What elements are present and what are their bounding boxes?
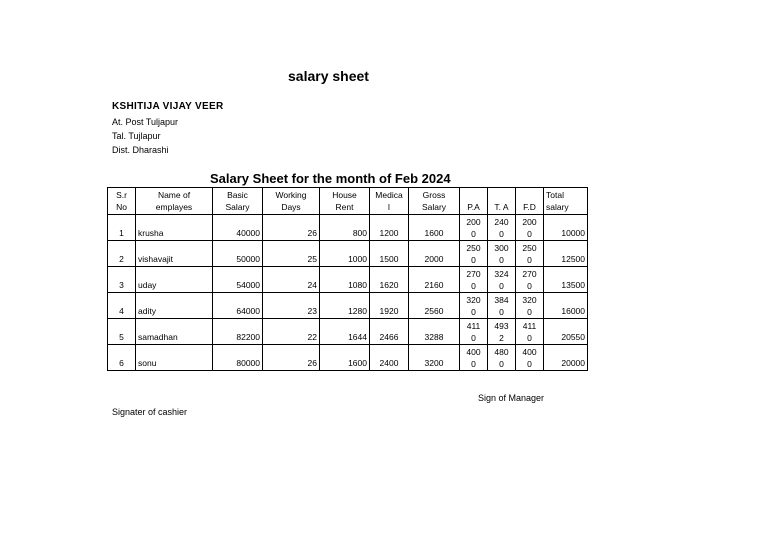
cell-house-rent: 1080	[320, 267, 370, 293]
cell-fd: 270 0	[516, 267, 544, 293]
cell-house-rent: 1000	[320, 241, 370, 267]
header-gross-salary: Gross Salary	[409, 188, 460, 215]
header-total-salary: Total salary	[544, 188, 588, 215]
table-header-row	[108, 188, 588, 215]
cell-medical: 2400	[370, 345, 409, 371]
cell-ta: 493 2	[488, 319, 516, 345]
cell-working-days: 26	[263, 345, 320, 371]
header-name: Name of emplayes	[136, 188, 213, 215]
sheet-title: Salary Sheet for the month of Feb 2024	[210, 171, 451, 186]
cell-basic-salary: 64000	[213, 293, 263, 319]
table-row	[108, 241, 588, 267]
table-row	[108, 267, 588, 293]
cell-working-days: 23	[263, 293, 320, 319]
table-row	[108, 345, 588, 371]
cell-house-rent: 1644	[320, 319, 370, 345]
cell-sr-no: 2	[108, 241, 136, 267]
cell-name: sonu	[136, 345, 213, 371]
cell-total-salary: 12500	[544, 241, 588, 267]
cell-working-days: 26	[263, 215, 320, 241]
cell-gross-salary: 3288	[409, 319, 460, 345]
address-line: Tal. Tujlapur	[112, 131, 161, 141]
cell-total-salary: 16000	[544, 293, 588, 319]
cell-basic-salary: 80000	[213, 345, 263, 371]
cell-gross-salary: 1600	[409, 215, 460, 241]
cell-ta: 480 0	[488, 345, 516, 371]
table-row	[108, 319, 588, 345]
cell-pa: 411 0	[460, 319, 488, 345]
cell-total-salary: 10000	[544, 215, 588, 241]
cell-total-salary: 20550	[544, 319, 588, 345]
cell-sr-no: 6	[108, 345, 136, 371]
cell-gross-salary: 3200	[409, 345, 460, 371]
cell-basic-salary: 40000	[213, 215, 263, 241]
cell-ta: 324 0	[488, 267, 516, 293]
cell-sr-no: 5	[108, 319, 136, 345]
cell-pa: 400 0	[460, 345, 488, 371]
cell-medical: 1200	[370, 215, 409, 241]
cell-total-salary: 13500	[544, 267, 588, 293]
salary-table	[107, 187, 588, 371]
cell-sr-no: 3	[108, 267, 136, 293]
cell-ta: 384 0	[488, 293, 516, 319]
cell-name: adity	[136, 293, 213, 319]
cell-fd: 400 0	[516, 345, 544, 371]
table-row	[108, 293, 588, 319]
address-line: At. Post Tuljapur	[112, 117, 179, 127]
cell-fd: 320 0	[516, 293, 544, 319]
cell-gross-salary: 2160	[409, 267, 460, 293]
company-name: KSHITIJA VIJAY VEER	[112, 101, 224, 112]
manager-signature-label: Sign of Manager	[478, 393, 545, 403]
cell-medical: 2466	[370, 319, 409, 345]
header-house-rent: House Rent	[320, 188, 370, 215]
cell-gross-salary: 2560	[409, 293, 460, 319]
cell-working-days: 25	[263, 241, 320, 267]
cell-ta: 300 0	[488, 241, 516, 267]
cell-medical: 1920	[370, 293, 409, 319]
cell-total-salary: 20000	[544, 345, 588, 371]
page-title: salary sheet	[288, 68, 369, 84]
cell-name: samadhan	[136, 319, 213, 345]
header-basic-salary: Basic Salary	[213, 188, 263, 215]
cell-fd: 200 0	[516, 215, 544, 241]
cell-gross-salary: 2000	[409, 241, 460, 267]
cell-pa: 200 0	[460, 215, 488, 241]
cell-house-rent: 1600	[320, 345, 370, 371]
cell-basic-salary: 54000	[213, 267, 263, 293]
cell-house-rent: 800	[320, 215, 370, 241]
header-pa: P.A	[460, 188, 488, 215]
cell-pa: 250 0	[460, 241, 488, 267]
cell-basic-salary: 82200	[213, 319, 263, 345]
cell-fd: 250 0	[516, 241, 544, 267]
cell-basic-salary: 50000	[213, 241, 263, 267]
cell-sr-no: 4	[108, 293, 136, 319]
header-working-days: Working Days	[263, 188, 320, 215]
cell-working-days: 22	[263, 319, 320, 345]
header-sr-no: S.r No	[108, 188, 136, 215]
cell-pa: 270 0	[460, 267, 488, 293]
cell-sr-no: 1	[108, 215, 136, 241]
cell-medical: 1500	[370, 241, 409, 267]
cell-name: uday	[136, 267, 213, 293]
cashier-signature-label: Signater of cashier	[112, 407, 188, 417]
table-row	[108, 215, 588, 241]
header-ta: T. A	[488, 188, 516, 215]
cell-working-days: 24	[263, 267, 320, 293]
cell-house-rent: 1280	[320, 293, 370, 319]
cell-name: krusha	[136, 215, 213, 241]
header-fd: F.D	[516, 188, 544, 215]
cell-medical: 1620	[370, 267, 409, 293]
cell-ta: 240 0	[488, 215, 516, 241]
cell-pa: 320 0	[460, 293, 488, 319]
cell-name: vishavajit	[136, 241, 213, 267]
header-medical: Medica l	[370, 188, 409, 215]
address-line: Dist. Dharashi	[112, 145, 169, 155]
cell-fd: 411 0	[516, 319, 544, 345]
